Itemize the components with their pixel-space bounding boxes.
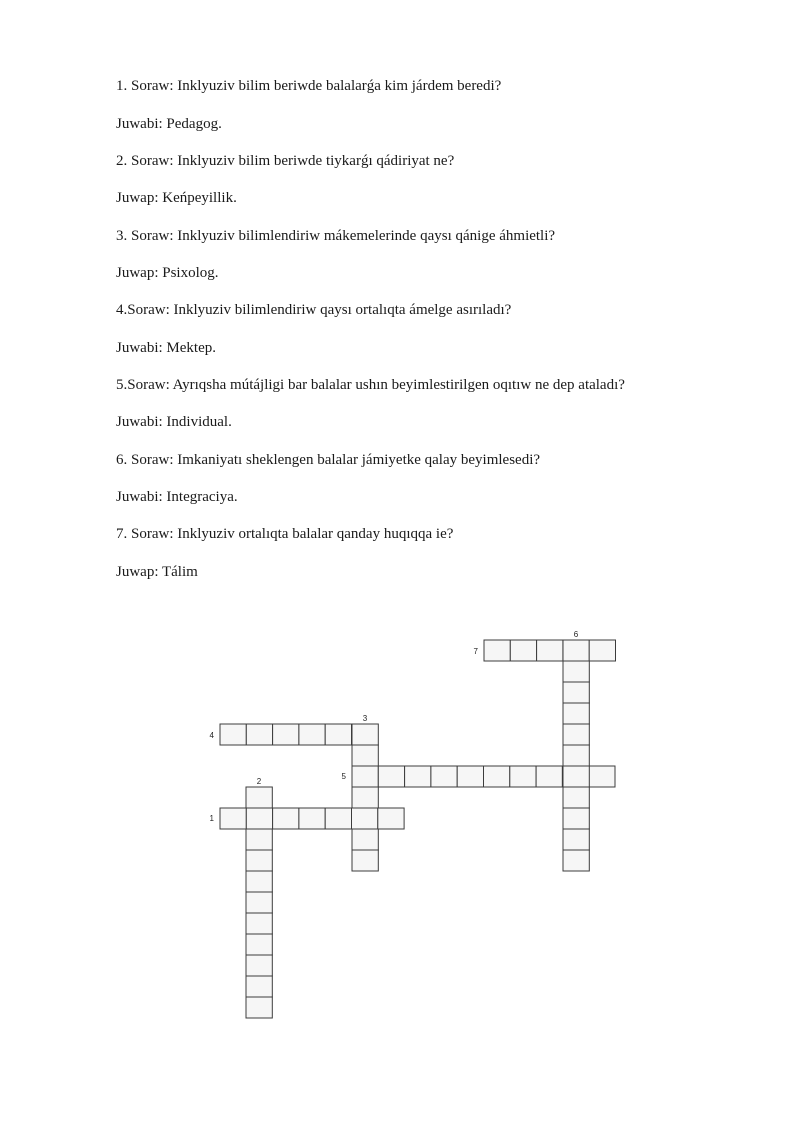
crossword-cell — [246, 913, 272, 934]
crossword-number-7: 7 — [473, 647, 478, 656]
crossword-cell — [431, 766, 457, 787]
crossword-cell — [484, 640, 510, 661]
answer-4: Juwabi: Mektep. — [116, 340, 216, 356]
crossword-cell — [325, 724, 351, 745]
crossword-cell — [246, 955, 272, 976]
crossword-number-3: 3 — [362, 714, 368, 723]
crossword-cell — [352, 829, 378, 850]
crossword-cell — [246, 829, 272, 850]
question-6: 6. Soraw: Imkaniyatı sheklengen balalar jámiyetke qalay beyimlesedi? — [116, 452, 541, 468]
crossword-cell — [352, 766, 378, 787]
crossword-cell — [273, 724, 299, 745]
crossword-cell — [563, 640, 589, 661]
crossword-cell — [246, 850, 272, 871]
crossword-cell — [563, 703, 589, 724]
answer-1: Juwabi: Pedagog. — [116, 116, 222, 132]
crossword-cell — [220, 808, 246, 829]
crossword-cell — [299, 724, 325, 745]
answer-3: Juwap: Psixolog. — [116, 265, 219, 281]
crossword-cell — [352, 808, 378, 829]
crossword-cell — [352, 850, 378, 871]
crossword-cell — [563, 724, 589, 745]
crossword-number-1: 1 — [209, 814, 214, 823]
crossword-cell — [563, 745, 589, 766]
crossword-cell — [563, 661, 589, 682]
crossword-cell — [220, 724, 246, 745]
answer-2: Juwap: Keńpeyillik. — [116, 190, 237, 206]
crossword-cell — [246, 934, 272, 955]
question-7: 7. Soraw: Inklyuziv ortalıqta balalar qanday huqıqqa ie? — [116, 526, 454, 542]
crossword-cell — [563, 850, 589, 871]
answer-6: Juwabi: Integraciya. — [116, 489, 238, 505]
crossword-cell — [563, 766, 589, 787]
crossword-cell — [405, 766, 431, 787]
question-4: 4.Soraw: Inklyuziv bilimlendiriw qaysı ortalıqta ámelge asırıladı? — [116, 302, 512, 318]
crossword-cell — [510, 766, 536, 787]
crossword-cell — [352, 787, 378, 808]
crossword-cell — [589, 640, 615, 661]
crossword-number-6: 6 — [573, 630, 579, 639]
question-2: 2. Soraw: Inklyuziv bilim beriwde tiykarǵı qádiriyat ne? — [116, 153, 455, 169]
crossword-number-5: 5 — [341, 772, 346, 781]
question-3: 3. Soraw: Inklyuziv bilimlendiriw mákemelerinde qaysı qánige áhmietli? — [116, 228, 556, 244]
crossword-cell — [457, 766, 483, 787]
crossword-cell — [246, 997, 272, 1018]
crossword-number-2: 2 — [256, 777, 262, 786]
crossword-cell — [299, 808, 325, 829]
crossword-cell — [378, 808, 404, 829]
crossword-cell — [563, 829, 589, 850]
crossword-cell — [246, 871, 272, 892]
crossword-cell — [246, 976, 272, 997]
question-1: 1. Soraw: Inklyuziv bilim beriwde balalarǵa kim járdem beredi? — [116, 78, 502, 94]
crossword-cell — [325, 808, 351, 829]
crossword-cell — [484, 766, 510, 787]
answer-5: Juwabi: Individual. — [116, 414, 232, 430]
crossword-cell — [510, 640, 536, 661]
answer-7: Juwap: Tálim — [116, 564, 198, 580]
crossword-cell — [246, 724, 272, 745]
crossword-cell — [246, 787, 272, 808]
crossword-cell — [537, 640, 563, 661]
crossword-cell — [352, 724, 378, 745]
crossword-cell — [352, 745, 378, 766]
crossword-number-4: 4 — [209, 731, 214, 740]
question-5: 5.Soraw: Ayrıqsha mútájligi bar balalar ushın beyimlestirilgen oqıtıw ne dep ataladı? — [116, 377, 625, 393]
crossword-cell — [378, 766, 404, 787]
crossword-cell — [563, 808, 589, 829]
crossword-cell — [273, 808, 299, 829]
crossword-cell — [589, 766, 615, 787]
crossword-cell — [246, 808, 272, 829]
crossword-cell — [536, 766, 562, 787]
crossword-cell — [246, 892, 272, 913]
crossword-cell — [563, 787, 589, 808]
crossword-cell — [563, 682, 589, 703]
